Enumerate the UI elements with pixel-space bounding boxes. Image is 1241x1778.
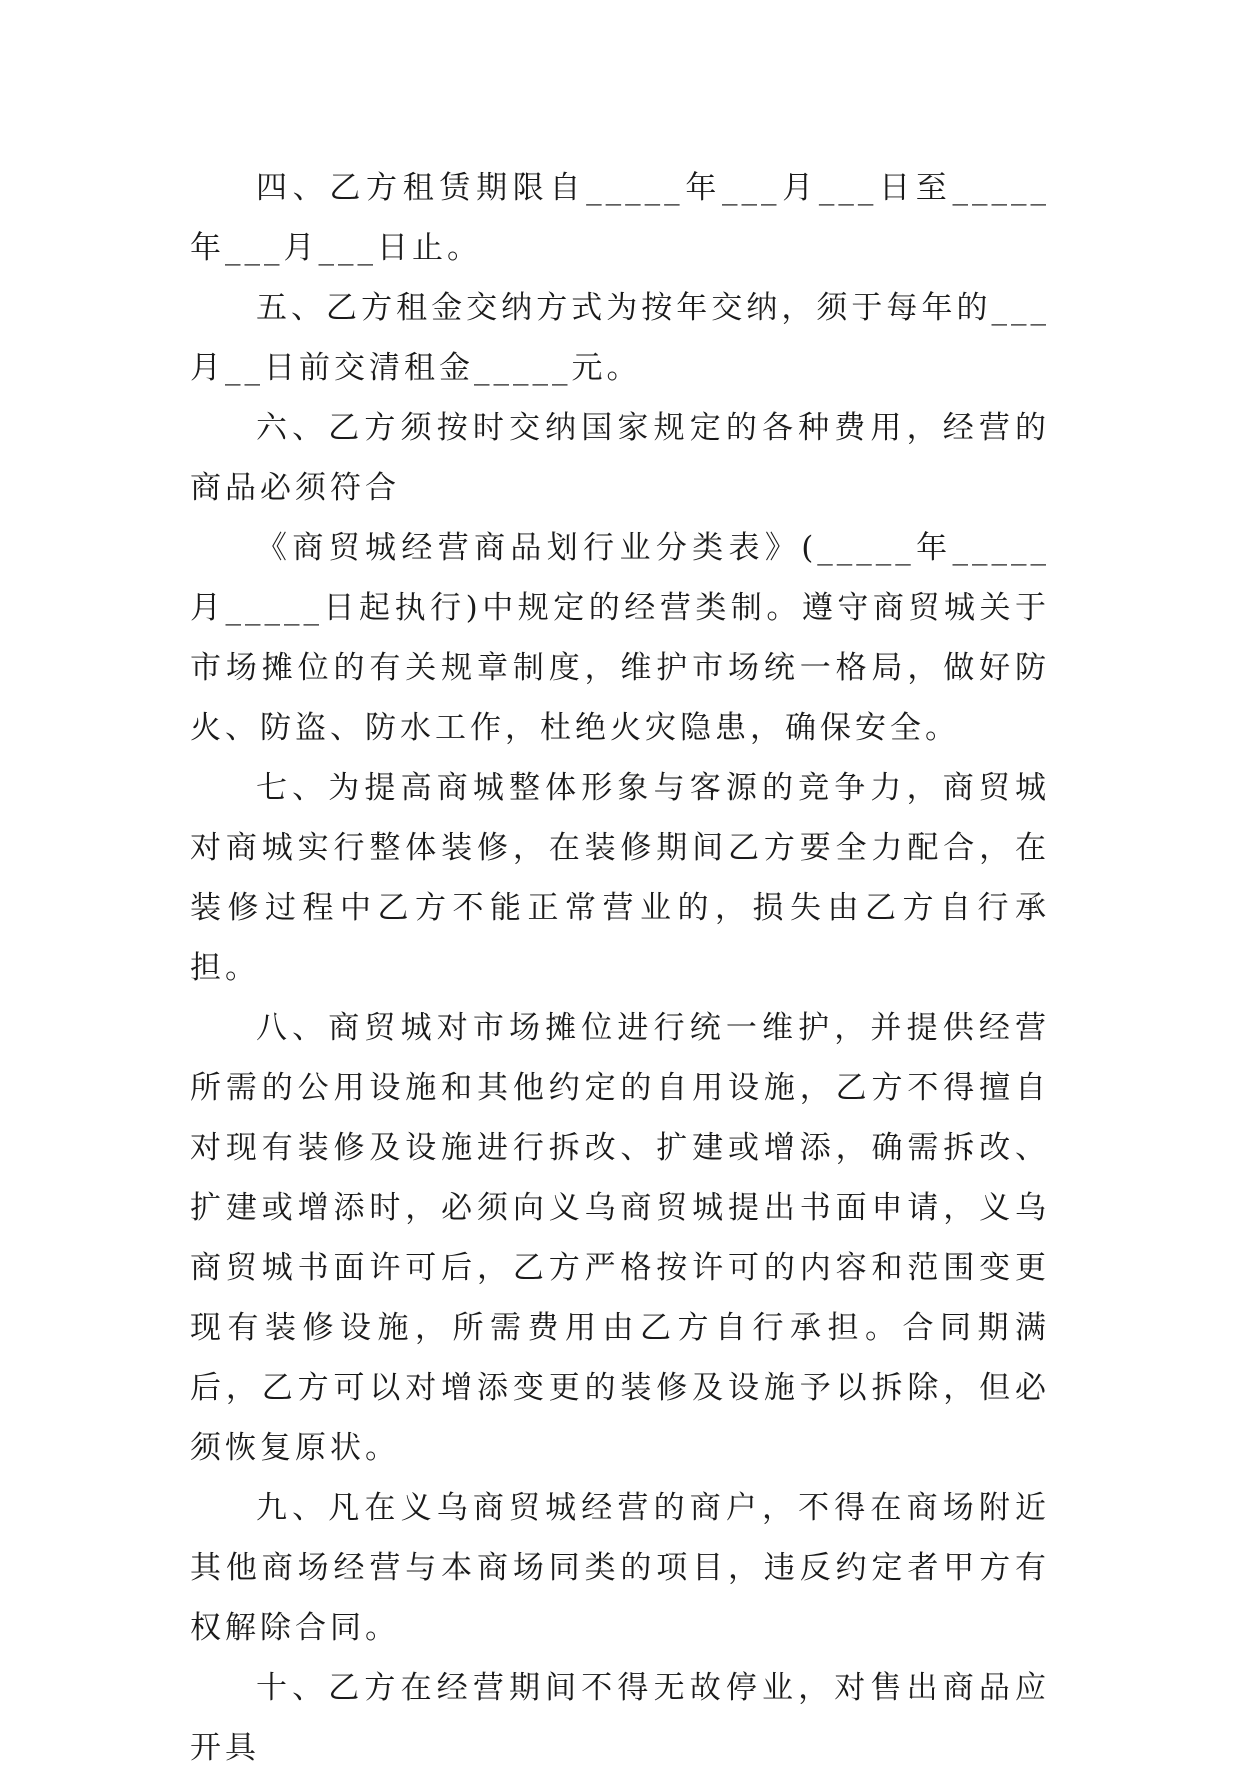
- clause-9: 九、凡在义乌商贸城经营的商户，不得在商场附近其他商场经营与本商场同类的项目，违反约定者甲方有权解除合同。: [190, 1490, 1050, 1646]
- clause-8: 八、商贸城对市场摊位进行统一维护，并提供经营所需的公用设施和其他约定的自用设施，乙方不得擅自对现有装修及设施进行拆改、扩建或增添，确需拆改、扩建或增添时，必须向义乌商贸城提出书面申请，义乌商贸城书面许可后，乙方严格按许可的内容和范围变更现有装修设施，所需费用由乙方自行承担。合同期满后，乙方可以对增添变更的装修及设施予以拆除，但必须恢复原状。: [190, 1010, 1050, 1466]
- clause-6: 六、乙方须按时交纳国家规定的各种费用，经营的商品必须符合: [190, 410, 1050, 506]
- clause-4: 四、乙方租赁期限自_____年___月___日至_____年___月___日止。: [190, 170, 1050, 266]
- clause-10: 十、乙方在经营期间不得无故停业，对售出商品应开具: [190, 1670, 1050, 1766]
- document-body: [190, 158, 1050, 1778]
- clause-5: 五、乙方租金交纳方式为按年交纳，须于每年的___月__日前交清租金_____元。: [190, 290, 1050, 386]
- clause-7: 七、为提高商城整体形象与客源的竞争力，商贸城对商城实行整体装修，在装修期间乙方要全力配合，在装修过程中乙方不能正常营业的，损失由乙方自行承担。: [190, 770, 1050, 986]
- clause-6-continued: 《商贸城经营商品划行业分类表》(_____年_____月_____日起执行)中规定的经营类制。遵守商贸城关于市场摊位的有关规章制度，维护市场统一格局，做好防火、防盗、防水工作，杜绝火灾隐患，确保安全。: [190, 530, 1050, 746]
